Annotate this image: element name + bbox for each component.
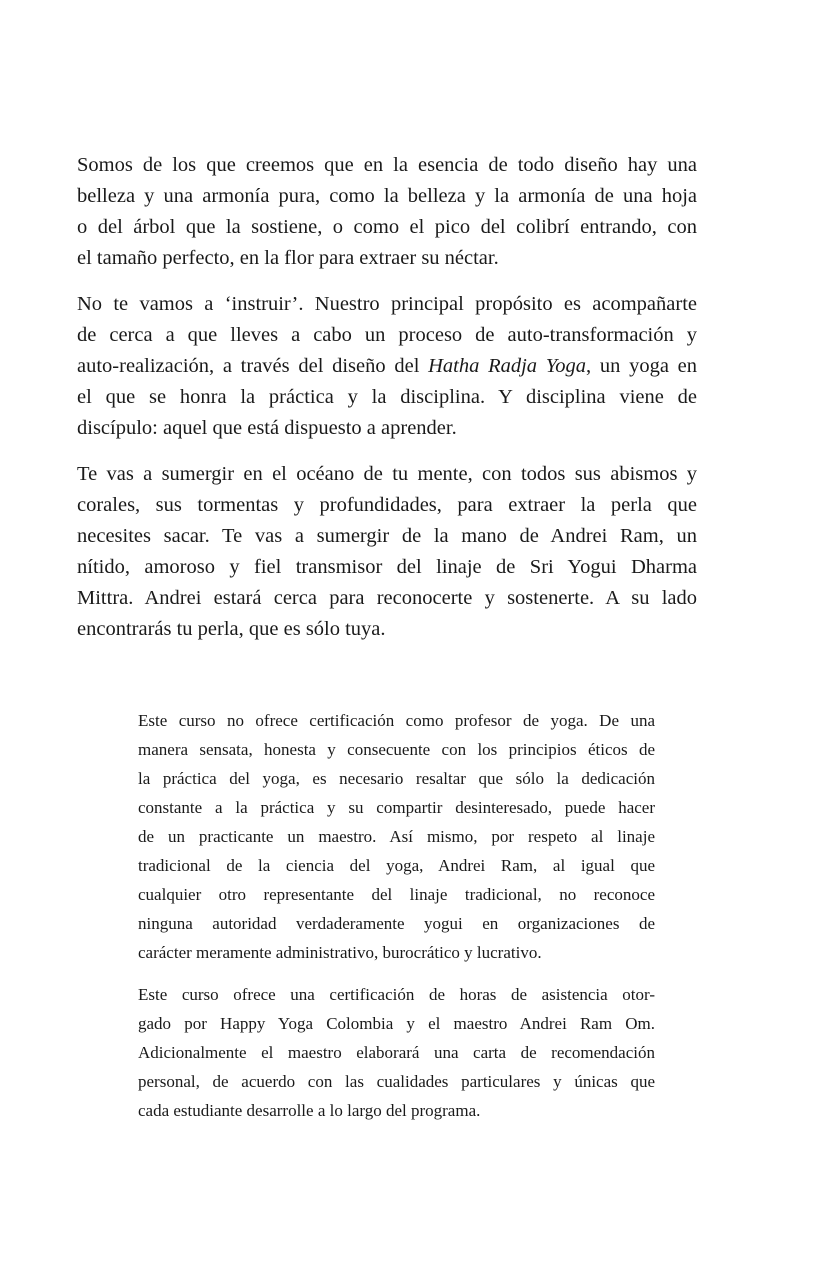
text-line: encontrarás tu perla, que es sólo tuya. <box>77 618 386 640</box>
text-segment: auto-realización, a través del diseño del <box>77 355 429 377</box>
text-line: Este curso no ofrece certificación como profesor de yoga. De una <box>138 711 655 730</box>
text-line: necesites sacar. Te vas a sumergir de la mano de Andrei Ram, un <box>77 525 697 547</box>
certification-note <box>138 706 655 1138</box>
text-line: personal, de acuerdo con las cualidades particulares y únicas que <box>138 1072 655 1091</box>
text-line: corales, sus tormentas y profundidades, para extraer la perla que <box>77 494 697 516</box>
text-line: nítido, amoroso y fiel transmisor del linaje de Sri Yogui Dharma <box>77 556 697 578</box>
text-line: Este curso ofrece una certificación de horas de asistencia otor- <box>138 985 655 1004</box>
text-line: o del árbol que la sostiene, o como el pico del colibrí entrando, con <box>77 216 697 238</box>
text-line: discípulo: aquel que está dispuesto a aprender. <box>77 417 457 439</box>
text-line: gado por Happy Yoga Colombia y el maestro Andrei Ram Om. <box>138 1014 655 1033</box>
text-line: manera sensata, honesta y consecuente con los principios éticos de <box>138 740 655 759</box>
text-line: la práctica del yoga, es necesario resaltar que sólo la dedicación <box>138 769 655 788</box>
text-line: el que se honra la práctica y la disciplina. Y disciplina viene de <box>77 386 697 408</box>
main-text <box>77 150 697 660</box>
text-line: constante a la práctica y su compartir desinteresado, puede hacer <box>138 798 655 817</box>
text-line: ninguna autoridad verdaderamente yogui en organizaciones de <box>138 914 655 933</box>
text-line: No te vamos a ‘instruir’. Nuestro principal propósito es acompañarte <box>77 293 697 315</box>
text-line: Adicionalmente el maestro elaborará una carta de recomendación <box>138 1043 655 1062</box>
text-line: tradicional de la ciencia del yoga, Andrei Ram, al igual que <box>138 856 655 875</box>
text-line: Somos de los que creemos que en la esencia de todo diseño hay una <box>77 154 697 176</box>
text-line: el tamaño perfecto, en la flor para extraer su néctar. <box>77 247 499 269</box>
paragraph-purpose <box>77 289 697 444</box>
text-line: carácter meramente administrativo, burocrático y lucrativo. <box>138 943 542 962</box>
italic-yoga-name: Hatha Radja Yoga <box>428 355 587 377</box>
text-line: de un practicante un maestro. Así mismo, por respeto al linaje <box>138 827 655 846</box>
text-line: Mittra. Andrei estará cerca para reconocerte y sostenerte. A su lado <box>77 587 697 609</box>
paragraph-ocean <box>77 459 697 645</box>
text-segment: , un yoga en <box>586 355 697 377</box>
text-line: de cerca a que lleves a cabo un proceso de auto-transformación y <box>77 324 697 346</box>
text-line: cada estudiante desarrolle a lo largo del programa. <box>138 1101 481 1120</box>
text-line: belleza y una armonía pura, como la belleza y la armonía de una hoja <box>77 185 697 207</box>
text-line: Te vas a sumergir en el océano de tu mente, con todos sus abismos y <box>77 463 697 485</box>
paragraph-design-beauty <box>77 150 697 274</box>
text-line <box>77 351 697 382</box>
text-line: cualquier otro representante del linaje tradicional, no reconoce <box>138 885 655 904</box>
paragraph-no-certification <box>138 706 655 967</box>
paragraph-attendance-certification <box>138 980 655 1125</box>
